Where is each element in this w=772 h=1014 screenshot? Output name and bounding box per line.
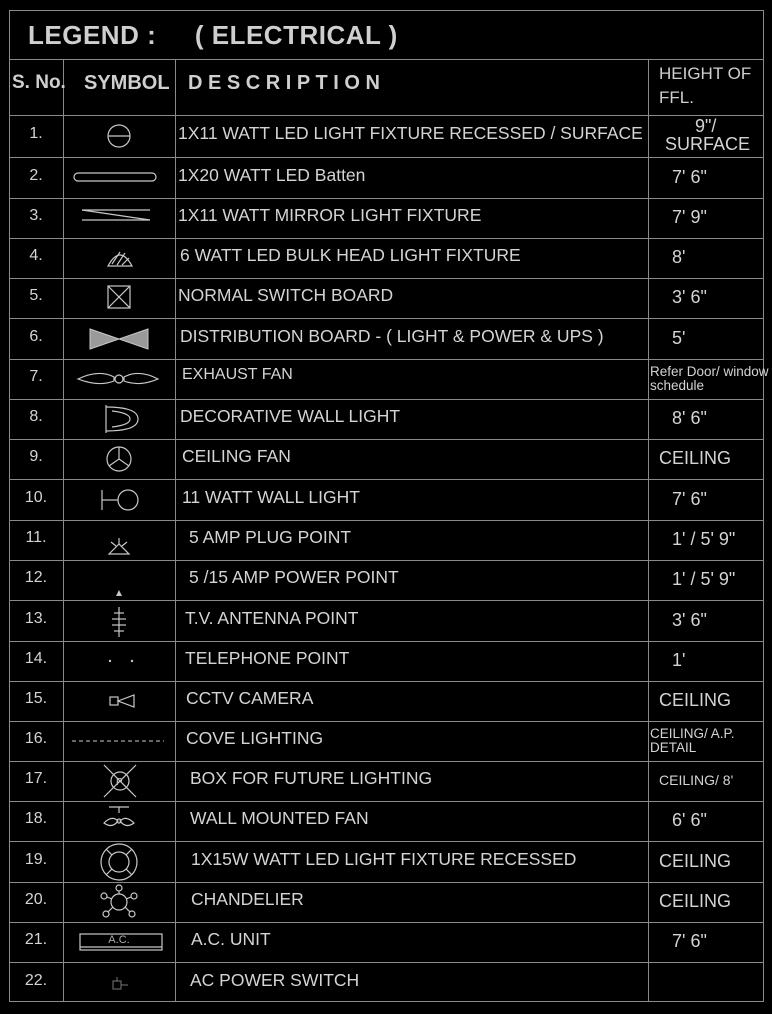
row-sno: 7. (29, 368, 43, 385)
led-batten-icon (64, 158, 174, 198)
row-sno: 14. (24, 650, 48, 667)
future-lighting-box-icon (64, 761, 174, 801)
row-height: 1' (672, 650, 686, 670)
chandelier-icon (64, 882, 174, 922)
wall-light-icon (64, 480, 174, 520)
row-divider (10, 560, 763, 561)
row-divider (10, 922, 763, 923)
row-description: WALL MOUNTED FAN (190, 808, 369, 828)
row-sno: 1. (29, 125, 43, 142)
row-sno: 9. (29, 448, 43, 465)
row-sno: 11. (25, 529, 47, 546)
row-height: CEILING (659, 850, 732, 871)
recessed-15w-light-icon (64, 842, 174, 882)
ac-power-switch-icon (64, 963, 174, 1003)
row-description: 1X20 WATT LED Batten (178, 164, 366, 185)
mirror-light-icon (64, 198, 174, 238)
exhaust-fan-icon (64, 359, 174, 399)
row-description: TELEPHONE POINT (185, 648, 350, 668)
row-description: CHANDELIER (191, 889, 304, 909)
row-description: 5 /15 AMP POWER POINT (189, 567, 399, 587)
column-divider (175, 60, 176, 1001)
distribution-board-icon (64, 319, 174, 359)
row-height: 6' 6" (672, 810, 707, 830)
row-height: 7' 9" (672, 207, 707, 227)
legend-table (9, 10, 769, 1002)
column-divider (648, 60, 649, 1001)
row-description: BOX FOR FUTURE LIGHTING (190, 768, 433, 788)
row-description: 5 AMP PLUG POINT (189, 527, 352, 547)
row-divider (10, 841, 763, 842)
row-divider (10, 721, 763, 722)
row-description: COVE LIGHTING (186, 728, 324, 748)
row-description: A.C. UNIT (191, 929, 271, 949)
row-height-line2: SURFACE (665, 134, 751, 154)
title-row (10, 11, 763, 60)
ceiling-fan-icon (64, 439, 174, 479)
row-divider (10, 278, 763, 279)
row-sno: 5. (29, 287, 43, 304)
row-description: NORMAL SWITCH BOARD (178, 285, 394, 305)
decorative-wall-light-icon (64, 399, 174, 439)
row-description: 1X11 WATT MIRROR LIGHT FIXTURE (178, 205, 482, 225)
row-height: Refer Door/ window schedule (650, 364, 769, 393)
row-height: CEILING (659, 448, 732, 468)
row-sno: 20. (24, 891, 48, 908)
row-sno: 22. (24, 971, 48, 989)
row-sno: 6. (29, 327, 43, 345)
row-divider (10, 600, 763, 601)
row-divider (10, 359, 763, 360)
header-height-line1: HEIGHT OF (659, 64, 752, 83)
row-description: CEILING FAN (182, 446, 291, 466)
row-description: 1X15W WATT LED LIGHT FIXTURE RECESSED (191, 848, 577, 869)
row-divider (10, 439, 763, 440)
row-sno: 4. (29, 247, 43, 264)
row-sno: 3. (29, 207, 43, 224)
header-sno: S. No. (12, 72, 66, 93)
row-height: CEILING (659, 891, 732, 911)
row-sno: 19. (24, 850, 48, 868)
row-divider (10, 238, 763, 239)
row-height: 8' 6" (672, 408, 707, 428)
row-divider (10, 115, 763, 116)
row-sno: 18. (24, 810, 48, 827)
row-sno: 10. (24, 488, 48, 506)
recessed-light-icon (64, 116, 174, 156)
telephone-point-icon (64, 641, 174, 681)
power-point-icon (64, 560, 174, 600)
row-sno: 13. (24, 609, 48, 627)
row-divider (10, 479, 763, 480)
row-divider (10, 882, 763, 883)
row-sno: 8. (29, 408, 43, 425)
wall-mounted-fan-icon (64, 801, 174, 841)
row-height: 3' 6" (672, 609, 707, 630)
row-divider (10, 641, 763, 642)
row-description: EXHAUST FAN (182, 366, 293, 383)
row-description: T.V. ANTENNA POINT (185, 607, 359, 628)
row-height: CEILING/ 8' (659, 772, 734, 788)
row-description: CCTV CAMERA (186, 688, 314, 708)
switch-board-icon (64, 278, 174, 318)
header-symbol: SYMBOL (84, 72, 170, 94)
ac-unit-icon (64, 922, 174, 962)
cctv-camera-icon (64, 681, 174, 721)
row-description: 6 WATT LED BULK HEAD LIGHT FIXTURE (180, 245, 521, 265)
row-description: AC POWER SWITCH (190, 969, 360, 990)
row-height: 1' / 5' 9" (672, 569, 736, 589)
row-height: 9"/ (695, 116, 717, 136)
row-divider (10, 318, 763, 319)
ac-unit-symbol-label: A.C. (108, 934, 130, 946)
row-description: DISTRIBUTION BOARD - ( LIGHT & POWER & UPS ) (180, 325, 604, 346)
row-sno: 16. (24, 730, 48, 747)
bulkhead-light-icon (64, 238, 174, 278)
row-height: 7' 6" (672, 166, 707, 187)
row-divider (10, 681, 763, 682)
row-divider (10, 198, 763, 199)
row-description: 1X11 WATT LED LIGHT FIXTURE RECESSED / SURFACE (178, 123, 643, 143)
row-divider (10, 761, 763, 762)
row-divider (10, 962, 763, 963)
row-description: 11 WATT WALL LIGHT (182, 486, 360, 507)
row-sno: 12. (24, 569, 48, 586)
row-divider (10, 520, 763, 521)
row-height: 3' 6" (672, 287, 707, 307)
header-description: D E S C R I P T I O N (188, 72, 380, 94)
header-height-line2: FFL. (659, 88, 694, 107)
row-sno: 2. (29, 166, 43, 184)
row-divider (10, 399, 763, 400)
svg-text:P: P (116, 777, 123, 788)
tv-antenna-icon (64, 601, 174, 641)
cove-lighting-icon (64, 721, 174, 761)
row-height: CEILING/ A.P. DETAIL (650, 726, 735, 755)
row-height: 8' (672, 247, 686, 267)
row-sno: 17. (24, 770, 48, 787)
plug-point-icon (64, 520, 174, 560)
row-sno: 15. (24, 690, 48, 707)
row-height: 5' (672, 327, 686, 348)
row-height: CEILING (659, 690, 732, 710)
legend-title: LEGEND : ( ELECTRICAL ) (28, 20, 398, 50)
row-sno: 21. (24, 931, 48, 948)
row-height: 7' 6" (672, 931, 707, 951)
row-height: 1' / 5' 9" (672, 529, 736, 549)
row-divider (10, 157, 763, 158)
row-height: 7' 6" (672, 488, 707, 509)
row-description: DECORATIVE WALL LIGHT (180, 406, 401, 426)
row-divider (10, 801, 763, 802)
